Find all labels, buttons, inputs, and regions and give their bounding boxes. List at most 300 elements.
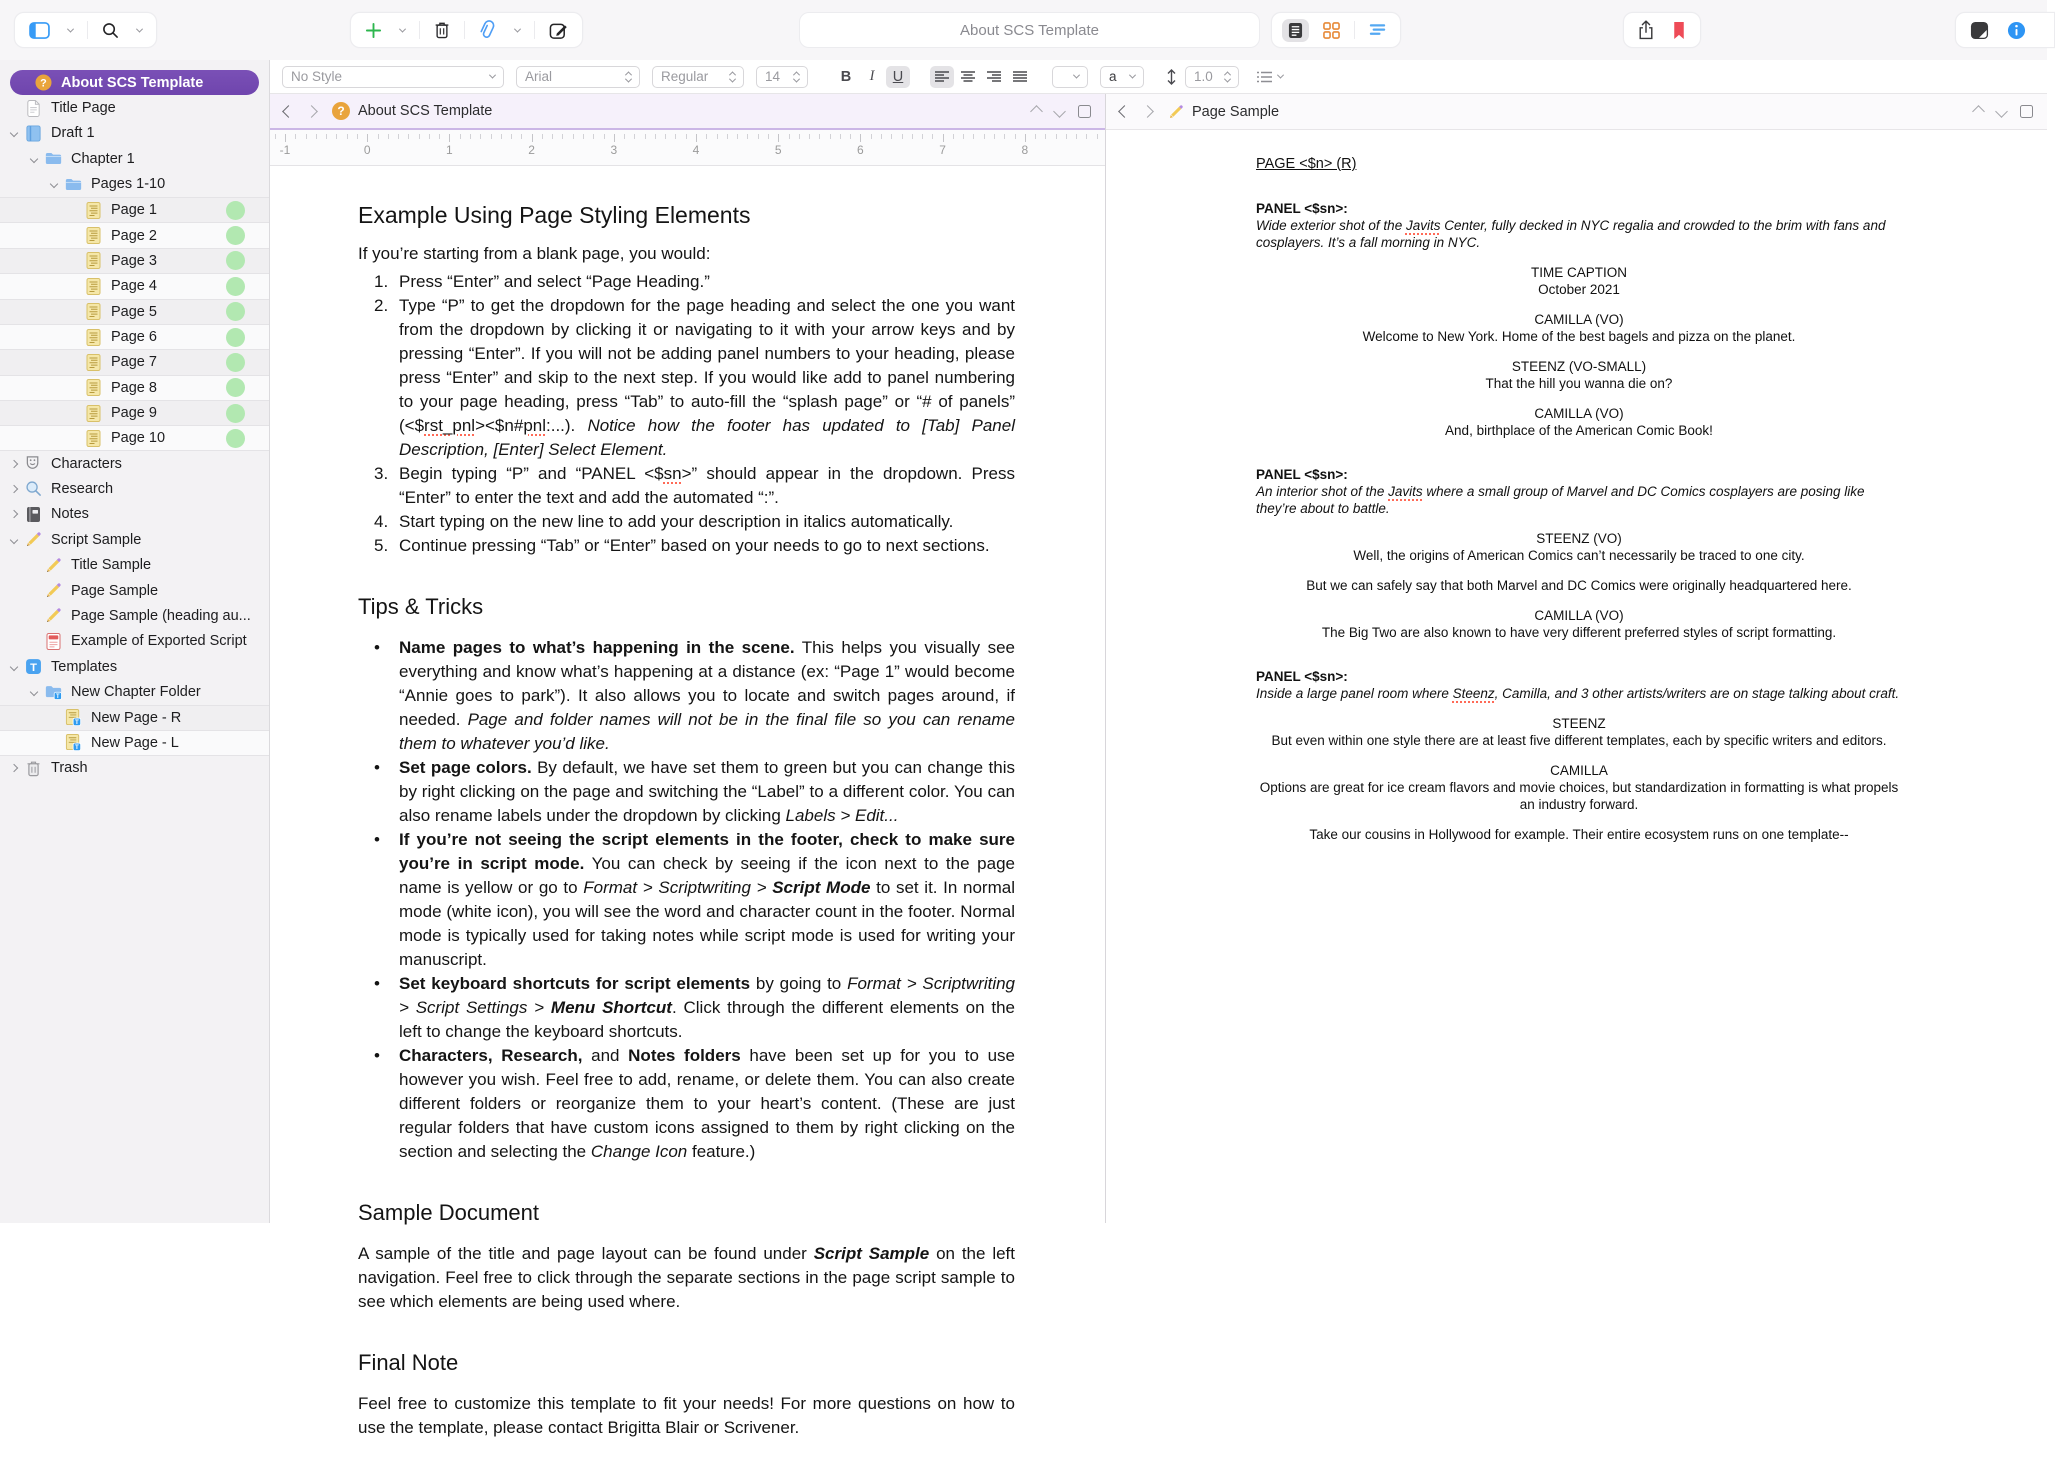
svg-text:T: T [74, 744, 79, 752]
ruler-tick [932, 134, 933, 139]
ruler-tick [686, 134, 687, 139]
list-marker: 1. [374, 272, 389, 291]
binder-item[interactable] [0, 502, 269, 527]
ruler-tick [511, 134, 512, 139]
ruler-tick [717, 134, 718, 139]
script-t-icon [62, 709, 84, 727]
binder-item[interactable] [0, 451, 269, 476]
disclosure-open-icon[interactable] [6, 537, 22, 543]
script-cue [1256, 358, 1902, 375]
binder-item-label: Page Sample [71, 582, 159, 599]
text-run: Options are great for ice cream flavors and movie choices, but standardization in formatting is what propels an industry forward. [1259, 780, 1899, 812]
text-run: Begin typing “P” and “PANEL <$ [399, 464, 664, 483]
ruler-major-tick [696, 134, 697, 142]
binder-item-label: Draft 1 [51, 125, 95, 142]
ruler-major-tick [532, 134, 533, 142]
ruler-tick [491, 134, 492, 139]
document-content[interactable] [270, 166, 1105, 1484]
script-panel [1256, 200, 1902, 217]
items-toolbar-group [350, 12, 583, 48]
binder-item[interactable] [0, 552, 269, 577]
view-mode-segmented-control [1271, 12, 1401, 48]
ruler-tick [984, 134, 985, 139]
binder-item[interactable] [0, 248, 269, 273]
toolbar-divider [419, 21, 420, 39]
binder-item-label: Page 10 [111, 430, 166, 447]
ruler-tick [634, 134, 635, 139]
ruler-tick [306, 134, 307, 139]
label-color-dot [226, 353, 245, 372]
binder-item[interactable] [0, 578, 269, 603]
back-icon[interactable] [1118, 105, 1131, 118]
binder-item[interactable] [0, 95, 269, 120]
ruler-tick [850, 134, 851, 139]
view-outline-button[interactable] [1365, 13, 1390, 47]
line-spacing-value: 1.0 [1194, 69, 1213, 84]
ruler-number: 5 [774, 143, 782, 157]
text-run: Set keyboard shortcuts for script elements [399, 974, 751, 993]
underline-button[interactable]: U [886, 66, 910, 88]
italic-button[interactable]: I [869, 68, 875, 84]
list-marker: 3. [374, 464, 389, 483]
script-dialog [1256, 624, 1902, 641]
ruler-tick [809, 134, 810, 139]
text-run: Tips & Tricks [358, 594, 484, 619]
script-content[interactable] [1106, 130, 2047, 1223]
ruler-tick [408, 134, 409, 139]
disclosure-closed-icon[interactable] [6, 765, 22, 771]
ruler-tick [275, 134, 276, 139]
corkboard-view-icon [1323, 22, 1340, 39]
list-item [358, 294, 1015, 462]
binder-item-label: Page Sample (heading au... [71, 607, 251, 624]
list-item [358, 828, 1015, 972]
text-run: Welcome to New York. Home of the best bagels and pizza on the planet. [1362, 329, 1796, 344]
list-item [358, 534, 1015, 558]
binder-item[interactable] [0, 400, 269, 425]
disclosure-open-icon[interactable] [6, 664, 22, 670]
split-editor-icon[interactable] [1078, 105, 1091, 118]
script-cue [1256, 762, 1902, 779]
ruler-tick [1066, 134, 1067, 139]
ruler-major-tick [449, 134, 450, 142]
ruler-tick [439, 134, 440, 139]
ruler[interactable] [270, 130, 1105, 166]
svg-text:T: T [29, 661, 37, 674]
disclosure-open-icon[interactable] [26, 689, 42, 695]
masks-icon [22, 455, 44, 473]
ruler-tick [840, 134, 841, 139]
ruler-number: 6 [857, 143, 864, 157]
svg-text:T: T [55, 693, 60, 700]
disclosure-open-icon[interactable] [26, 156, 42, 162]
toolbar-divider [87, 21, 88, 39]
ruler-tick [973, 134, 974, 139]
script-cue [1256, 311, 1902, 328]
previous-document-icon[interactable] [1972, 105, 1985, 118]
ruler-tick [1056, 134, 1057, 139]
text-run: Feel free to customize this template to fit your needs! For more questions on how to use the template, please contact Brigitta Blair or Scrivener. [358, 1394, 1015, 1437]
binder-item-label: Research [51, 480, 114, 497]
text-run: TIME CAPTION [1530, 265, 1627, 280]
ruler-tick [521, 134, 522, 139]
list-marker: • [374, 830, 380, 849]
list-item [358, 462, 1015, 510]
binder-item[interactable] [0, 730, 269, 755]
forward-icon[interactable] [305, 105, 318, 118]
binder-item-label: Page 8 [111, 379, 157, 396]
script-t-icon [62, 734, 84, 752]
text-run: If you’re not seeing the script elements in the footer, check to make sure you’re in script mode. [399, 830, 1015, 873]
binder-item[interactable] [0, 629, 269, 654]
outline-view-icon [1369, 23, 1386, 38]
ruler-tick [316, 134, 317, 139]
label-color-dot [226, 201, 245, 220]
left-editor [270, 94, 1105, 1437]
ruler-tick [706, 134, 707, 139]
text-run: Wide exterior shot of the [1256, 218, 1406, 233]
disclosure-closed-icon[interactable] [6, 511, 22, 517]
list-item [358, 756, 1015, 828]
line-spacing-icon [1166, 69, 1177, 85]
font-size-dropdown[interactable] [756, 66, 808, 88]
sidebar-options-chevron[interactable] [64, 13, 77, 47]
binder-item[interactable] [0, 705, 269, 730]
script-icon [82, 429, 104, 447]
template-icon [22, 658, 44, 676]
text-run: >” should appear in the dropdown. Press “Enter” to enter the text and add the automated “:”. [399, 464, 1015, 507]
ruler-major-tick [1025, 134, 1026, 142]
search-options-chevron[interactable] [133, 13, 146, 47]
view-corkboard-button[interactable] [1319, 13, 1344, 47]
list-style-dropdown[interactable] [1257, 71, 1283, 83]
binder-item[interactable] [0, 679, 269, 704]
left-editor-title: About SCS Template [358, 103, 493, 119]
script-dialog [1256, 826, 1902, 843]
question-icon [32, 74, 54, 92]
pencil-icon [42, 582, 64, 600]
add-options-chevron[interactable] [396, 13, 409, 47]
align-justify-button[interactable] [1008, 66, 1032, 88]
list-item-text [399, 534, 1015, 558]
binder-item[interactable] [0, 273, 269, 298]
format-toolbar [270, 60, 2047, 94]
trash-icon [22, 759, 44, 777]
navigation-toolbar-group [14, 12, 157, 48]
script-icon [82, 227, 104, 245]
line-spacing-stepper[interactable] [1185, 66, 1239, 88]
previous-document-icon[interactable] [1030, 105, 1043, 118]
inspector-info-button[interactable] [2003, 13, 2030, 47]
label-color-dot [226, 378, 245, 397]
text-run: And, birthplace of the American Comic Book! [1445, 423, 1713, 438]
compose-icon [549, 21, 568, 40]
folder-icon [62, 175, 84, 193]
right-editor [1105, 94, 2047, 1223]
book-icon [22, 124, 44, 142]
share-icon [1638, 20, 1654, 40]
text-run: October 2021 [1538, 282, 1620, 297]
doc-paragraph [358, 1392, 1015, 1440]
binder-item-label: Pages 1-10 [91, 176, 166, 193]
text-run: STEENZ (VO-SMALL) [1511, 359, 1647, 374]
back-icon[interactable] [282, 105, 295, 118]
ruler-major-tick [778, 134, 779, 142]
bookmark-button[interactable] [1668, 13, 1690, 47]
ruler-number: 4 [692, 143, 700, 157]
style-dropdown[interactable] [282, 66, 504, 88]
ruler-tick [419, 134, 420, 139]
text-run: Continue pressing “Tab” or “Enter” based on your needs to go to next sections. [399, 536, 990, 555]
pencil-icon [42, 556, 64, 574]
ruler-major-tick [943, 134, 944, 142]
script-cue [1256, 264, 1902, 281]
view-document-button[interactable] [1282, 19, 1309, 42]
ruler-tick [501, 134, 502, 139]
binder-item[interactable] [0, 527, 269, 552]
style-dropdown-value: No Style [291, 69, 343, 84]
text-run: By default, we have set them to green but you can change this by right clicking on the page and switching the “Label” to a different color. You can also rename labels under the dropdown by clicking [399, 758, 1015, 825]
highlight-color-dropdown[interactable] [1100, 66, 1144, 88]
disclosure-closed-icon[interactable] [6, 486, 22, 492]
script-dialog [1256, 375, 1902, 392]
script-icon [82, 303, 104, 321]
ruler-tick [819, 134, 820, 139]
left-editor-header [270, 94, 1105, 130]
bold-button[interactable]: B [840, 68, 852, 85]
text-run: and [582, 1046, 629, 1065]
text-run: . Click through the different elements on the left to change the keyboard shortcuts. [399, 998, 1015, 1041]
sidebar-toggle-button[interactable] [25, 13, 54, 47]
text-run: But even within one style there are at least five different templates, each by specific writers and editors. [1271, 733, 1887, 748]
share-button[interactable] [1634, 13, 1658, 47]
binder-item[interactable] [0, 349, 269, 374]
search-button[interactable] [98, 13, 123, 47]
ruler-tick [347, 134, 348, 139]
label-color-dot [226, 277, 245, 296]
text-run: Labels > Edit... [785, 806, 899, 825]
disclosure-closed-icon[interactable] [6, 461, 22, 467]
list-item-text [399, 294, 1015, 462]
binder-item[interactable] [10, 70, 259, 95]
next-document-icon[interactable] [1995, 105, 2008, 118]
ruler-number: 7 [939, 143, 946, 157]
add-item-button[interactable] [361, 13, 386, 47]
list-marker: • [374, 638, 380, 657]
list-item-text [399, 756, 1015, 828]
text-run: PAGE <$n> (R) [1256, 156, 1357, 172]
stepper-icon [1225, 71, 1230, 83]
disclosure-open-icon[interactable] [6, 130, 22, 136]
script-slug [1256, 156, 1902, 173]
binder-item[interactable] [0, 756, 269, 781]
text-run: sn [663, 464, 682, 483]
binder-item[interactable] [0, 172, 269, 197]
compose-button[interactable] [545, 13, 572, 47]
ruler-tick [665, 134, 666, 139]
text-run: PANEL <$sn>: [1256, 467, 1348, 482]
ruler-tick [881, 134, 882, 139]
text-run: Change Icon [590, 1142, 688, 1161]
ruler-tick [747, 134, 748, 139]
binder-item-label: Templates [51, 658, 118, 675]
list-icon [1257, 71, 1272, 83]
font-size-value: 14 [765, 69, 781, 84]
binder-item-label: New Page - L [91, 734, 179, 751]
binder-item[interactable] [0, 121, 269, 146]
script-cue [1256, 405, 1902, 422]
align-center-button[interactable] [956, 66, 980, 88]
binder-item-label: Page 7 [111, 354, 157, 371]
ruler-tick [470, 134, 471, 139]
text-run: Well, the origins of American Comics can’t necessarily be traced to one city. [1353, 548, 1805, 563]
quick-reference-button[interactable] [1966, 13, 1993, 47]
ruler-number: 3 [610, 143, 618, 157]
binder-item[interactable] [0, 222, 269, 247]
text-run: STEENZ [1552, 716, 1606, 731]
text-run: Format > Scriptwriting > Script Settings > [399, 974, 1015, 1017]
text-run: Set page colors. [399, 758, 532, 777]
binder-item[interactable] [0, 299, 269, 324]
list-item-text [399, 510, 1015, 534]
binder-item[interactable] [0, 375, 269, 400]
list-item-text [399, 462, 1015, 510]
binder-item[interactable] [0, 654, 269, 679]
text-run: Press “Enter” and select “Page Heading.” [399, 272, 710, 291]
ruler-tick [1004, 134, 1005, 139]
text-run: to set it. In normal mode (white icon), you will see the word and character count in the footer. Normal mode is typically used for taking notes while script mode is used for writing your manuscript. [399, 878, 1015, 969]
question-icon: ? [332, 102, 350, 120]
text-run: CAMILLA (VO) [1534, 312, 1624, 327]
ruler-tick [830, 134, 831, 139]
attachments-options-chevron[interactable] [511, 13, 524, 47]
trash-icon [434, 21, 450, 39]
binder-item[interactable] [0, 324, 269, 349]
text-run: Name pages to what’s happening in the scene. [399, 638, 795, 657]
split-editor-icon[interactable] [2020, 105, 2033, 118]
script-desc [1256, 483, 1902, 517]
ruler-tick [1015, 134, 1016, 139]
paperclip-icon [479, 21, 497, 40]
text-run: An interior shot of the [1256, 484, 1389, 499]
script-dialog [1256, 328, 1902, 345]
align-right-button[interactable] [982, 66, 1006, 88]
text-run: Take our cousins in Hollywood for example. Their entire ecosystem runs on one template-- [1309, 827, 1849, 842]
list-item-text [399, 972, 1015, 1044]
move-to-trash-button[interactable] [430, 13, 454, 47]
binder-item[interactable] [0, 476, 269, 501]
ruler-tick [573, 134, 574, 139]
document-title-field[interactable] [799, 12, 1260, 48]
binder-item-label: Title Page [51, 100, 116, 117]
ruler-major-tick [367, 134, 368, 142]
ruler-tick [655, 134, 656, 139]
script-desc [1256, 685, 1902, 702]
magnifier-icon [22, 480, 44, 498]
chevron-down-icon [136, 25, 143, 32]
text-run: Sample Document [358, 1200, 539, 1225]
text-run: Page and folder names will not be in the final file so you can rename them to whatever you’d like. [399, 710, 1015, 753]
right-editor-title: Page Sample [1192, 103, 1280, 120]
binder-item-label: Page 2 [111, 227, 157, 244]
disclosure-open-icon[interactable] [46, 181, 62, 187]
binder-item-label: Page 6 [111, 329, 157, 346]
text-run: Steenz [1452, 686, 1495, 701]
ruler-tick [871, 134, 872, 139]
binder-item[interactable] [0, 197, 269, 222]
chevron-down-icon [399, 25, 406, 32]
text-color-dropdown[interactable] [1052, 66, 1088, 88]
list-item [358, 636, 1015, 756]
inspector-toolbar-group [1955, 12, 2055, 48]
text-run: Format > Scriptwriting > [583, 878, 773, 897]
text-run: Script Mode [772, 878, 871, 897]
binder-item-label: Page 4 [111, 278, 157, 295]
pencil-icon [42, 607, 64, 625]
ruler-tick [1086, 134, 1087, 139]
forward-icon[interactable] [1141, 105, 1154, 118]
text-run: Example Using Page Styling Elements [358, 202, 751, 228]
text-run: Menu Shortcut [550, 998, 672, 1017]
font-weight-dropdown[interactable] [652, 66, 744, 88]
list-marker: 4. [374, 512, 389, 531]
ruler-tick [480, 134, 481, 139]
ruler-tick [737, 134, 738, 139]
text-run: where a small group of Marvel and DC Comics cosplayers are posing like they’re about to battle. [1256, 484, 1865, 516]
next-document-icon[interactable] [1053, 105, 1066, 118]
page-icon [22, 99, 44, 117]
ruler-tick [963, 134, 964, 139]
binder-item-label: Notes [51, 506, 89, 523]
ruler-tick [902, 134, 903, 139]
text-run: This helps you visually see everything and know what’s happening at a distance (ex: “Page 1” would become “Annie goes to park”). It also allows you to locate and switch pages around, if needed. [399, 638, 1015, 729]
text-run: Notice how the footer has updated to [Tab] Panel Description, [Enter] Select Element. [399, 416, 1015, 459]
text-run: But we can safely say that both Marvel and DC Comics were originally headquartered here. [1306, 578, 1852, 593]
ruler-tick [357, 134, 358, 139]
script-cue [1256, 530, 1902, 547]
doc-heading [358, 200, 1015, 230]
sidebar-toggle-icon [29, 22, 50, 39]
label-color-dot [226, 302, 245, 321]
ruler-number: 2 [528, 143, 535, 157]
binder-item[interactable] [0, 146, 269, 171]
list-item-text [399, 270, 1015, 294]
align-left-button[interactable] [930, 66, 954, 88]
ruler-tick [460, 134, 461, 139]
ruler-tick [1097, 134, 1098, 139]
attachments-button[interactable] [475, 13, 501, 47]
binder-item-label: Page 5 [111, 303, 157, 320]
ruler-major-tick [614, 134, 615, 142]
ruler-tick [1035, 134, 1036, 139]
text-run: Start typing on the new line to add your description in italics automatically. [399, 512, 954, 531]
binder-sidebar [0, 60, 270, 1223]
text-run: You can check by seeing if the icon next to the page name is yellow or go to [399, 854, 1015, 897]
ruler-tick [562, 134, 563, 139]
script-icon [82, 404, 104, 422]
binder-item[interactable] [0, 603, 269, 628]
info-icon [2007, 21, 2026, 40]
font-weight-value: Regular [661, 69, 709, 84]
list-item [358, 1044, 1015, 1164]
ruler-tick [1045, 134, 1046, 139]
folder-t-icon [42, 683, 64, 701]
ruler-tick [645, 134, 646, 139]
doc-paragraph [358, 1242, 1015, 1314]
document-title-text: About SCS Template [960, 21, 1099, 39]
binder-item[interactable] [0, 425, 269, 450]
font-family-dropdown[interactable] [516, 66, 640, 88]
